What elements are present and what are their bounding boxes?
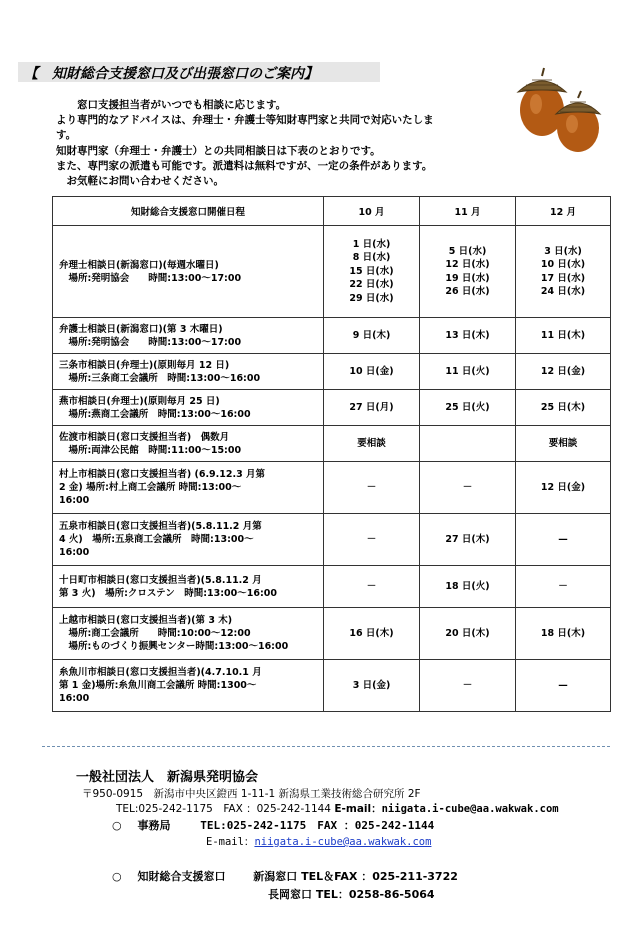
office-email-line xyxy=(206,834,431,849)
nagaoka-window-contact: 長岡窓口 TEL：0258-86-5064 xyxy=(268,888,435,901)
header-schedule: 知財総合支援窓口開催日程 xyxy=(53,197,324,226)
table-row xyxy=(53,608,611,660)
date-cell-nov xyxy=(420,514,516,566)
contact-email-label: E-mail： xyxy=(334,803,382,815)
office-label: 事務局 xyxy=(137,819,171,832)
date-entry: 13 日(木) xyxy=(445,329,490,341)
office-email-link[interactable]: niigata.i-cube@aa.wakwak.com xyxy=(254,836,432,848)
date-entry: 25 日(火) xyxy=(445,401,490,413)
date-entry: 27 日(木) xyxy=(445,533,490,545)
table-row xyxy=(53,226,611,318)
date-entry: 9 日(木) xyxy=(352,329,391,341)
date-entry: 22 日(水) xyxy=(349,279,394,291)
schedule-description xyxy=(53,660,324,712)
date-cell-nov xyxy=(420,354,516,390)
date-cell-oct xyxy=(324,390,420,426)
table-row xyxy=(53,660,611,712)
header-november: 11 月 xyxy=(420,197,516,226)
description-line: 16:00 xyxy=(59,547,90,558)
table-row xyxy=(53,462,611,514)
date-entry: 18 日(火) xyxy=(445,580,490,592)
schedule-table xyxy=(52,196,611,712)
window-label: 知財総合支援窓口 xyxy=(137,870,226,883)
date-entry: 12 日(金) xyxy=(540,365,586,377)
date-entry: 16 日(木) xyxy=(349,627,394,639)
date-cell-oct xyxy=(324,608,420,660)
date-entry: － xyxy=(462,679,473,691)
date-entry: － xyxy=(366,481,377,493)
table-row xyxy=(53,566,611,608)
date-entry: 10 日(金) xyxy=(349,365,394,377)
date-entry: 10 日(水) xyxy=(540,259,586,270)
date-entry: 要相談 xyxy=(357,437,386,449)
description-line: 弁護士相談日(新潟窓口)(第 3 木曜日) xyxy=(59,323,223,335)
date-entry: － xyxy=(366,533,377,545)
date-entry: 3 日(金) xyxy=(352,679,391,691)
date-cell-dec xyxy=(516,354,611,390)
description-line: 場所:商工会議所 時間:10:00～12:00 xyxy=(59,628,251,639)
date-entry: 27 日(月) xyxy=(349,401,394,413)
date-entry: 要相談 xyxy=(548,437,578,449)
date-entry: 17 日(水) xyxy=(540,272,586,284)
table-row xyxy=(53,318,611,354)
description-line: 4 火) 場所:五泉商工会議所 時間:13:00～ xyxy=(59,534,254,545)
date-entry: 8 日(水) xyxy=(352,252,391,264)
description-line: 場所:燕商工会議所 時間:13:00～16:00 xyxy=(59,408,251,420)
date-cell-oct xyxy=(324,226,420,318)
schedule-description xyxy=(53,566,324,608)
description-line: 第 1 金)場所:糸魚川商工会議所 時間:1300～ xyxy=(59,680,257,691)
office-email-label: E-mail： xyxy=(206,836,255,848)
schedule-description xyxy=(53,514,324,566)
description-line: 上越市相談日(窓口支援担当者)(第 3 木) xyxy=(59,615,233,626)
date-cell-dec xyxy=(516,566,611,608)
date-cell-nov xyxy=(420,660,516,712)
office-bullet-icon: ○ xyxy=(112,819,122,832)
date-cell-dec xyxy=(516,426,611,462)
table-row xyxy=(53,514,611,566)
window-bullet-icon: ○ xyxy=(112,870,122,883)
date-entry: 3 日(水) xyxy=(544,245,582,257)
date-entry: — xyxy=(558,533,568,545)
date-cell-nov xyxy=(420,608,516,660)
date-cell-oct xyxy=(324,426,420,462)
description-line: 三条市相談日(弁理士)(原則毎月 12 日) xyxy=(59,359,230,371)
intro-line: す。 xyxy=(56,129,77,142)
description-line: 場所:発明協会 時間:13:00～17:00 xyxy=(59,272,242,284)
date-cell-nov xyxy=(420,426,516,462)
date-entry: 24 日(水) xyxy=(540,286,586,297)
intro-line: また、専門家の派遣も可能です。派遣料は無料ですが、一定の条件があります。 xyxy=(56,159,433,172)
organization-name: 一般社団法人 新潟県発明協会 xyxy=(76,770,259,785)
date-cell-nov xyxy=(420,318,516,354)
date-entry: 12 日(水) xyxy=(445,259,490,270)
table-row xyxy=(53,354,611,390)
schedule-description xyxy=(53,390,324,426)
date-cell-dec xyxy=(516,462,611,514)
date-cell-dec xyxy=(516,660,611,712)
header-december: 12 月 xyxy=(516,197,611,226)
description-line: 糸魚川市相談日(窓口支援担当者)(4.7.10.1 月 xyxy=(59,667,262,678)
table-row xyxy=(53,390,611,426)
description-line: 燕市相談日(弁理士)(原則毎月 25 日) xyxy=(59,395,220,407)
intro-line: 窓口支援担当者がいつでも相談に応じます。 xyxy=(56,99,287,111)
description-line: 五泉市相談日(窓口支援担当者)(5.8.11.2 月第 xyxy=(59,521,262,532)
date-entry: 1 日(水) xyxy=(352,238,391,250)
acorn-right xyxy=(556,91,600,152)
date-cell-dec xyxy=(516,390,611,426)
table-body xyxy=(53,226,611,712)
office-tel-fax: TEL:025-242-1175 FAX ：025-242-1144 xyxy=(200,819,435,832)
office-line xyxy=(112,817,434,833)
description-line: 16:00 xyxy=(59,693,90,704)
date-entry: － xyxy=(462,481,473,493)
date-cell-oct xyxy=(324,318,420,354)
description-line: 場所:ものづくり振興センター時間:13:00～16:00 xyxy=(59,641,289,652)
page-title: 【 知財総合支援窓口及び出張窓口のご案内】 xyxy=(24,66,318,82)
description-line: 場所:三条商工会議所 時間:13:00～16:00 xyxy=(59,372,261,384)
date-entry: 18 日(木) xyxy=(540,627,586,639)
date-cell-nov xyxy=(420,390,516,426)
date-entry: 5 日(水) xyxy=(448,245,487,257)
niigata-window-contact: 新潟窓口 TEL＆FAX ：025-211-3722 xyxy=(253,870,458,883)
schedule-description xyxy=(53,426,324,462)
schedule-description xyxy=(53,226,324,318)
description-line: 2 金) 場所:村上商工会議所 時間:13:00～ xyxy=(59,482,242,493)
header-october: 10 月 xyxy=(324,197,420,226)
contact-line xyxy=(116,801,559,816)
schedule-description xyxy=(53,608,324,660)
description-line: 弁理士相談日(新潟窓口)(毎週水曜日) xyxy=(59,259,219,271)
table-row xyxy=(53,426,611,462)
acorn-illustration xyxy=(512,66,612,156)
description-line: 場所:発明協会 時間:13:00～17:00 xyxy=(59,336,242,348)
date-entry: － xyxy=(558,580,568,592)
date-cell-oct xyxy=(324,514,420,566)
date-cell-dec xyxy=(516,608,611,660)
description-line: 16:00 xyxy=(59,495,90,506)
date-entry: 15 日(水) xyxy=(349,265,394,277)
contact-email[interactable]: niigata.i-cube@aa.wakwak.com xyxy=(381,803,559,815)
date-cell-oct xyxy=(324,566,420,608)
date-cell-nov xyxy=(420,566,516,608)
date-entry: 20 日(木) xyxy=(445,627,490,639)
date-cell-oct xyxy=(324,462,420,514)
intro-text xyxy=(56,98,516,189)
address: 〒950-0915 新潟市中央区鐙西 1-11-1 新潟県工業技術総合研究所 2F xyxy=(82,788,421,800)
description-line: 村上市相談日(窓口支援担当者) (6.9.12.3 月第 xyxy=(59,469,266,480)
title-banner xyxy=(18,62,380,82)
date-cell-nov xyxy=(420,462,516,514)
schedule-description xyxy=(53,462,324,514)
date-entry: 29 日(水) xyxy=(349,292,394,304)
date-entry: 26 日(水) xyxy=(445,286,490,297)
description-line: 第 3 火) 場所:クロステン 時間:13:00～16:00 xyxy=(59,587,277,599)
description-line: 場所:両津公民館 時間:11:00～15:00 xyxy=(59,444,242,456)
intro-line: 知財専門家（弁理士・弁護士）との共同相談日は下表のとおりです。 xyxy=(56,144,381,157)
window-line xyxy=(112,868,458,884)
date-entry: — xyxy=(558,679,568,691)
date-cell-oct xyxy=(324,660,420,712)
section-divider xyxy=(42,746,610,747)
description-line: 十日町市相談日(窓口支援担当者)(5.8.11.2 月 xyxy=(59,574,262,586)
date-entry: 11 日(木) xyxy=(540,329,586,341)
date-cell-oct xyxy=(324,354,420,390)
intro-line: お気軽にお問い合わせください。 xyxy=(56,175,224,188)
schedule-description xyxy=(53,318,324,354)
date-cell-dec xyxy=(516,514,611,566)
date-entry: 19 日(水) xyxy=(445,272,490,284)
table-header-row xyxy=(53,197,611,226)
date-entry: 25 日(木) xyxy=(540,401,586,413)
intro-line: より専門的なアドバイスは、弁理士・弁護士等知財専門家と共同で対応いたしま xyxy=(56,114,434,127)
description-line: 佐渡市相談日(窓口支援担当者) 偶数月 xyxy=(59,431,230,443)
date-entry: 11 日(火) xyxy=(445,365,490,377)
date-entry: － xyxy=(366,580,377,592)
date-cell-dec xyxy=(516,318,611,354)
date-cell-nov xyxy=(420,226,516,318)
schedule-description xyxy=(53,354,324,390)
contact-tel-fax: TEL:025-242-1175 FAX ：025-242-1144 xyxy=(116,803,331,815)
date-cell-dec xyxy=(516,226,611,318)
date-entry: 12 日(金) xyxy=(540,481,586,493)
